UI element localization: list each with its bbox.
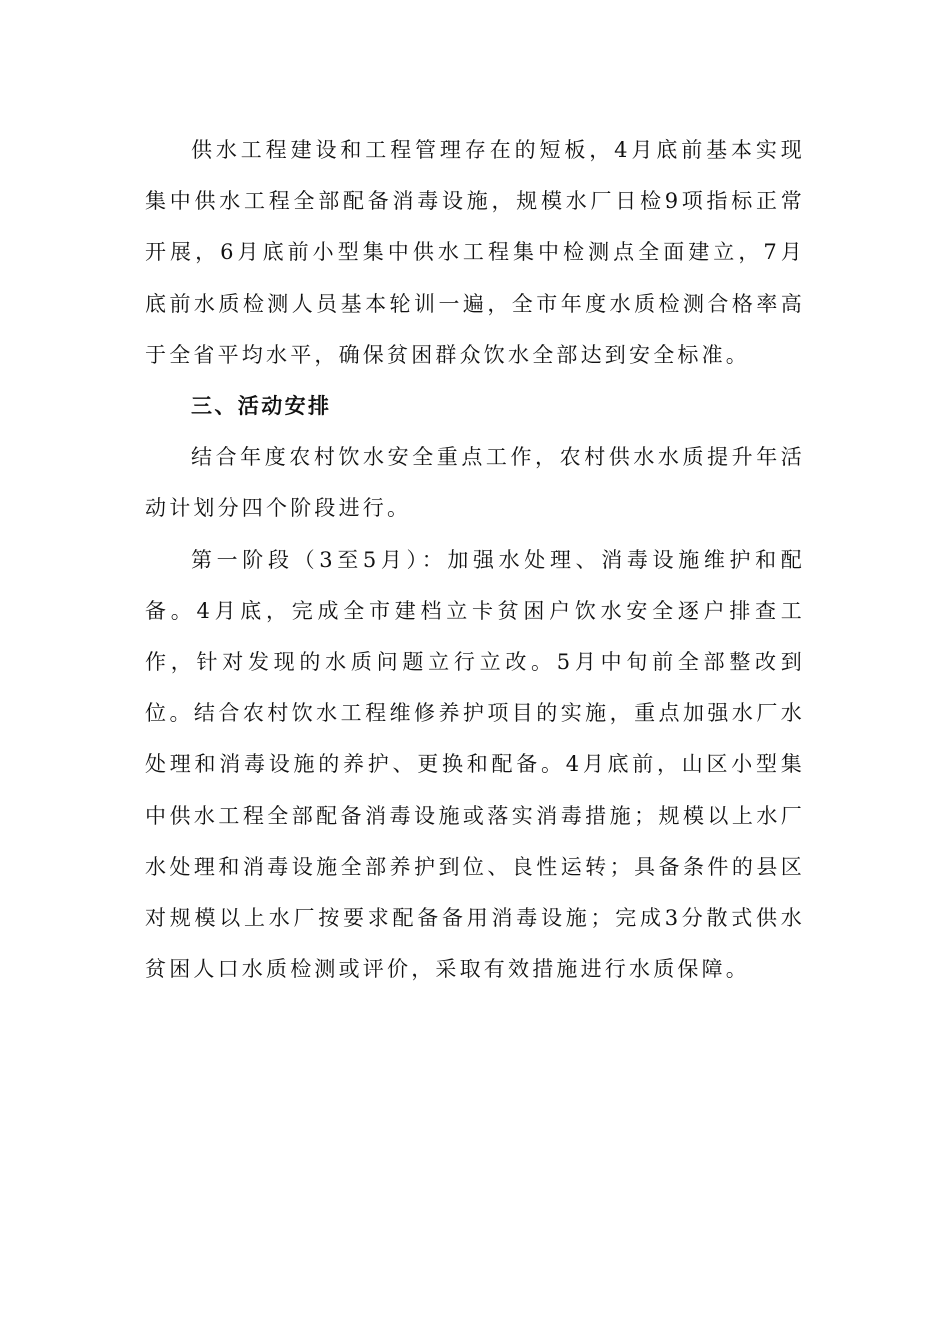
document-body — [145, 125, 805, 995]
paragraph-phase-one: 第一阶段（3至5月）：加强水处理、消毒设施维护和配备。4月底，完成全市建档立卡贫困户饮水安全逐户排查工作，针对发现的水质问题立行立改。5月中旬前全部整改到位。结合农村饮水工程维修养护项目的实施，重点加强水厂水处理和消毒设施的养护、更换和配备。4月底前，山区小型集中供水工程全部配备消毒设施或落实消毒措施；规模以上水厂水处理和消毒设施全部养护到位、良性运转；具备条件的县区对规模以上水厂按要求配备备用消毒设施；完成3分散式供水贫困人口水质检测或评价，采取有效措施进行水质保障。 — [145, 547, 805, 982]
section-heading-activity-arrangement: 三、活动安排 — [191, 394, 332, 419]
paragraph-water-supply-targets: 供水工程建设和工程管理存在的短板，4月底前基本实现集中供水工程全部配备消毒设施，规模水厂日检9项指标正常开展，6月底前小型集中供水工程集中检测点全面建立，7月底前水质检测人员基本轮训一遍，全市年度水质检测合格率高于全省平均水平，确保贫困群众饮水全部达到安全标准。 — [145, 138, 805, 367]
paragraph-activity-intro: 结合年度农村饮水安全重点工作，农村供水水质提升年活动计划分四个阶段进行。 — [145, 445, 805, 521]
